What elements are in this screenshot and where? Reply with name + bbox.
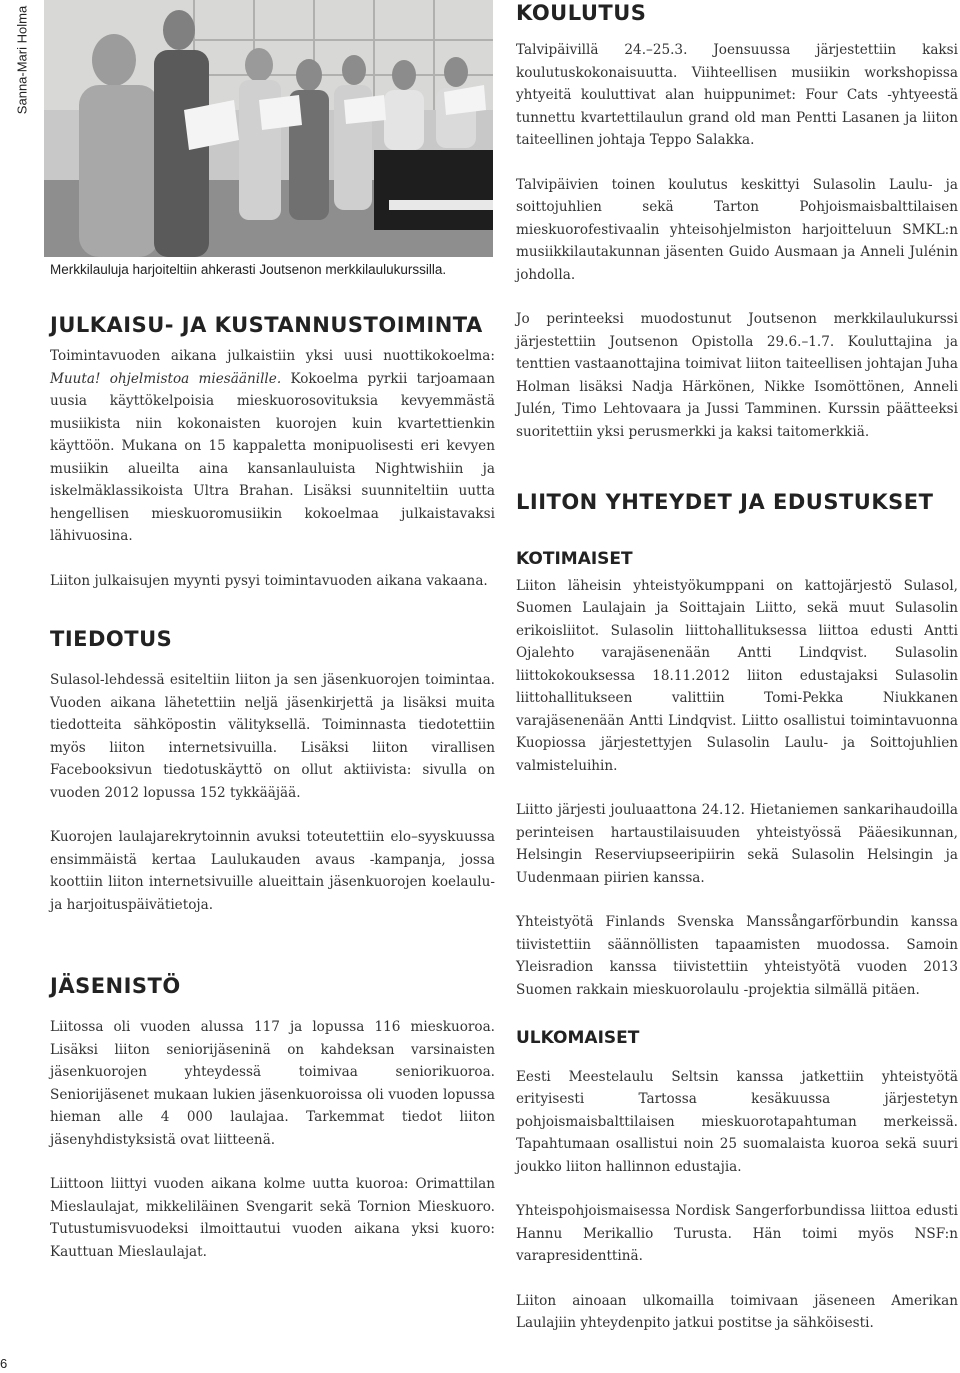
ulkomaiset-paragraph-3: Liiton ainoaan ulkomailla toimivaan jäseneen Amerikan Laulajiin yhteydenpito jatkui postitse ja sähköisesti. [516,1292,958,1332]
photo-caption: Merkkilauluja harjoiteltiin ahkerasti Joutsenon merkkilaulukurssilla. [50,262,447,277]
kotimaiset-paragraph-1: Liiton läheisin yhteistyökumppani on kattojärjestö Sulasol, Suomen Laulajain ja Soittajain Liitto, sekä muut Sulasolin erikoisliitot. Sulasolin liittohallituksessa liittoa edusti Antti Ojalehto varajäsenenään Antti Lindqvist. Sulasolin liittokokouksessa 18.11.2012 liiton edustajaksi Sulasolin liittohallitukseen valittiin Tomi-Pekka Niukkanen varajäsenenään Antti Lindqvist. Liitto osallistui toimintavuonna Kuopiossa järjestettyjen Sulasolin Laulu- ja Soittojuhlien valmisteluihin. [516,577,958,774]
section-yhteydet [516,491,958,1335]
section-julkaisu [50,314,495,592]
julkaisu-heading: JULKAISU- JA KUSTANNUSTOIMINTA [50,313,483,337]
section-jasenisto [50,975,495,1263]
jasenisto-heading: JÄSENISTÖ [50,974,181,998]
julkaisu-paragraph-2: Liiton julkaisujen myynti pysyi toimintavuoden aikana vakaana. [50,572,488,589]
page-number: 6 [0,1356,8,1371]
section-koulutus [516,2,958,443]
jasenisto-paragraph-2: Liittoon liittyi vuoden aikana kolme uutta kuoroa: Orimattilan Mieslaulajat, mikkeliläinen Svengarit sekä Tornion Mieskuoro. Tutustumisvuodeksi ilmoittautui vuoden aikana yksi kuoro: Kauttuan Mieslaulajat. [50,1176,495,1260]
koulutus-paragraph-1: Talvipäivillä 24.–25.3. Joensuussa järjestettiin kaksi koulutuskokonaisuutta. Viihteellisen musiikin workshopissa yhtyeitä kouluttivat alan huippunimet: Four Cats -yhtyeestä tunnettu kvartettilaulun grand old man Pentti Lasanen ja liiton taiteellinen johtaja Teppo Salakka. [516,42,958,149]
kotimaiset-paragraph-3: Yhteistyötä Finlands Svenska Manssångarförbundin kanssa tiivistettiin säännöllisten tapaamisten muodossa. Samoin Yleisradion kanssa tiivistettiin yhteistyötä vuoden 2013 Suomen rakkain mieskuorolaulu -projektia silmällä pitäen. [516,914,958,998]
choir-photo-illustration [44,0,493,257]
koulutus-paragraph-2: Talvipäivien toinen koulutus keskittyi Sulasolin Laulu- ja soittojuhlien sekä Tarton Pohjoismaisbalttilaisen mieskuorofestivaalin yhteisohjelmiston harjoitteluun SMKL:n musiikkilautakunnan jäsenten Guido Ausmaan ja Anneli Julénin johdolla. [516,176,958,283]
koulutus-heading: KOULUTUS [516,1,647,25]
section-tiedotus [50,628,495,916]
photo-credit [0,0,44,120]
jasenisto-paragraph-1: Liitossa oli vuoden alussa 117 ja lopussa 116 mieskuoroa. Lisäksi liiton seniorijäseninä on kahdeksan varsinaisten jäsenkuorojen yhteydessä toimivaa seniorikuoroa. Seniorijäsenet mukaan lukien jäsenkuoroissa oli vuoden lopussa hieman alle 4 000 laulajaa. Tarkemmat tiedot liiton jäsenyhdistyksistä ovat liitteenä. [50,1019,495,1148]
photo-credit-text: Sanna-Mari Holma [14,5,30,115]
yhteydet-heading: LIITON YHTEYDET JA EDUSTUKSET [516,490,934,514]
julkaisu-book-title: Muuta! ohjelmistoa miesäänille. [50,370,282,387]
tiedotus-paragraph-2: Kuorojen laulajarekrytoinnin avuksi toteutettiin elo–syyskuussa ensimmäistä kertaa Laulukauden avaus -kampanja, jossa koottiin liiton internetsivuille alueittain jäsenkuorojen koelaulu- ja harjoituspäivätietoja. [50,829,495,913]
ulkomaiset-paragraph-2: Yhteispohjoismaisessa Nordisk Sangerforbundissa liittoa edusti Hannu Merikallio Turusta. Hän toimi myös NSF:n varapresidenttinä. [516,1203,958,1265]
choir-photo [44,0,493,257]
julkaisu-p1-start: Toimintavuoden aikana julkaistiin yksi uusi nuottikokoelma: [50,348,495,365]
tiedotus-heading: TIEDOTUS [50,627,173,651]
tiedotus-paragraph-1: Sulasol-lehdessä esiteltiin liiton ja sen jäsenkuorojen toimintaa. Vuoden aikana lähetettiin neljä jäsenkirjettä ja lisäksi muita tiedotteita sähköpostin välityksellä. Toiminnasta tiedotettiin myös liiton internetsivuilla. Lisäksi liiton virallisen Facebooksivun tiedotuskäyttö on ollut aktiivista: sivulla on vuoden 2012 lopussa 152 tykkääjää. [50,672,495,801]
julkaisu-p1-end: Kokoelma pyrkii tarjoamaan uusia käyttökelpoisia mieskuorosovituksia kevyemmästä musiikista niin kokonaisten kuorojen kuin kvartettienkin käyttöön. Mukana on 15 kappaletta monipuolisesti eri kevyen musiikin alueilta aina kansanlauluista Nightwishiin ja iskelmäklassikoista Ultra Brahan. Lisäksi suunniteltiin uutta hengellisen mieskuoromusiikin kokoelmaa julkaistavaksi lähivuosina. [50,370,495,545]
ulkomaiset-paragraph-1: Eesti Meestelaulu Seltsin kanssa jatkettiin yhteistyötä erityisesti Tartossa kesäkuussa järjestetyn pohjoismaisbalttilaisen mieskuorotapahtuman merkeissä. Tapahtumaan osallistui noin 25 suomalaista kuoroa sekä suuri joukko liiton hallinnon edustajia. [516,1068,958,1175]
kotimaiset-heading: KOTIMAISET [516,549,633,570]
koulutus-paragraph-3: Jo perinteeksi muodostunut Joutsenon merkkilaulukurssi järjestettiin Joutsenon Opistolla 29.6.–1.7. Kouluttajina ja tenttien vastaanottajina toimivat liiton taiteellisen johtajan Juha Holman lisäksi Nadja Härkönen, Nikke Isomöttönen, Anneli Julén, Timo Lehtovaara ja Jussi Tamminen. Kurssin päätteeksi suoritettiin yksi perusmerkki ja kaksi taitomerkkiä. [516,311,958,440]
kotimaiset-paragraph-2: Liitto järjesti jouluaattona 24.12. Hietaniemen sankarihaudoilla perinteisen hartaustilaisuuden yhteistyössä Pääesikunnan, Helsingin Reserviupseeripiirin sekä Sulasolin Helsingin ja Uudenmaan piirien kanssa. [516,802,958,886]
ulkomaiset-heading: ULKOMAISET [516,1028,640,1049]
julkaisu-paragraph-1 [50,345,495,548]
